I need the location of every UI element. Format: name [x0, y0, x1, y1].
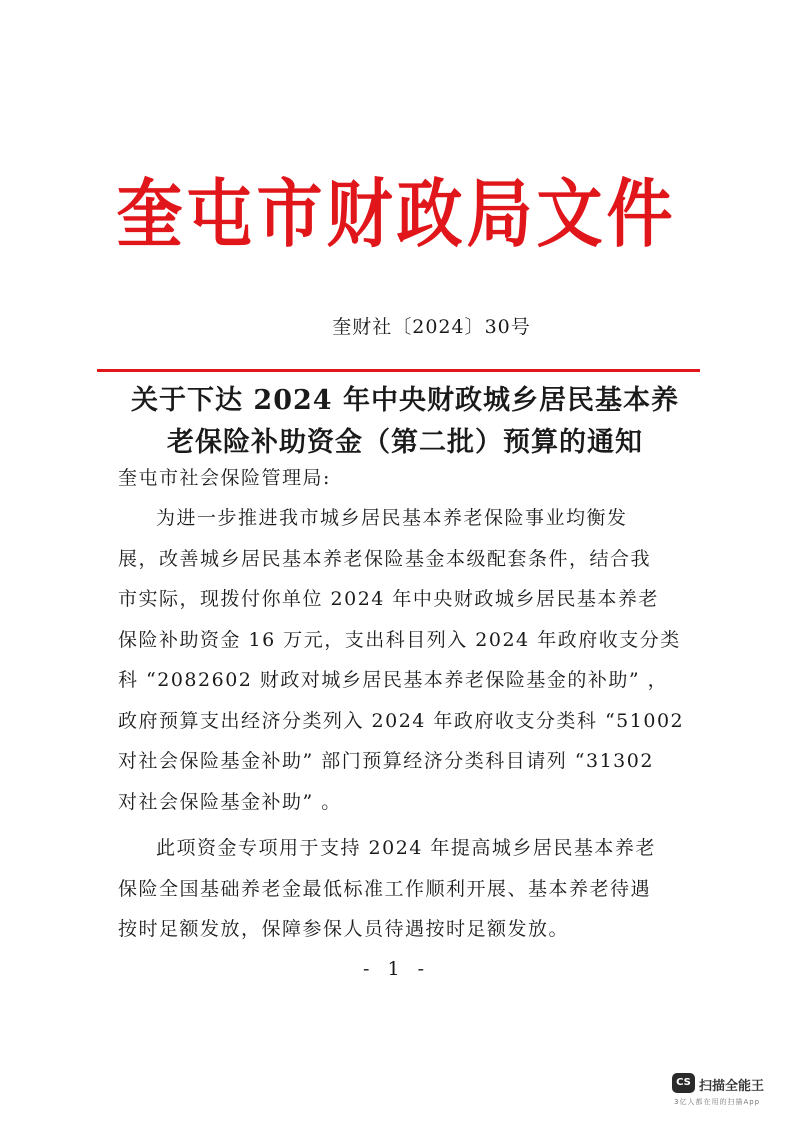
notice-subject: [105, 380, 705, 464]
scanner-watermark: [672, 1073, 787, 1109]
paragraph-line: 对社会保险基金补助” 。: [118, 790, 342, 813]
paragraph-line: 展，改善城乡居民基本养老保险基金本级配套条件，结合我: [118, 547, 652, 570]
paragraph-line: 科 “2082602 财政对城乡居民基本养老保险基金的补助” ，: [118, 669, 669, 691]
paragraph-line: 市实际，现拨付你单位 2024 年中央财政城乡居民基本养老: [118, 588, 659, 610]
paragraph-line: 对社会保险基金补助” 部门预算经济分类科目请列 “31302: [118, 750, 654, 772]
paragraph-line: 保险补助资金 16 万元，支出科目列入 2024 年政府收支分类: [118, 628, 681, 651]
scanner-app-name: 扫描全能王: [699, 1079, 765, 1094]
subject-line-2: 老保险补助资金（第二批）预算的通知: [167, 427, 643, 458]
camscanner-logo-icon: CS: [672, 1073, 695, 1093]
paragraph-line: 政府预算支出经济分类列入 2024 年政府收支分类科 “51002: [118, 709, 685, 732]
paragraph-2: [118, 828, 704, 950]
paragraph-line: 保险全国基础养老金最低标准工作顺利开展、基本养老待遇: [118, 877, 652, 900]
document-header-title: 奎屯市财政局文件: [116, 171, 677, 258]
page-number: - 1 -: [362, 958, 430, 980]
document-number: 奎财社〔2024〕30号: [332, 316, 531, 338]
addressee: 奎屯市社会保险管理局:: [118, 467, 331, 489]
paragraph-line: 按时足额发放，保障参保人员待遇按时足额发放。: [118, 918, 570, 940]
scanner-tagline: 3亿人都在用的扫描App: [674, 1098, 761, 1106]
paragraph-line: 此项资金专项用于支持 2024 年提高城乡居民基本养老: [156, 837, 656, 859]
paragraph-line: 为进一步推进我市城乡居民基本养老保险事业均衡发: [156, 507, 628, 529]
paragraph-1: [118, 498, 704, 822]
subject-line-1: 关于下达 2024 年中央财政城乡居民基本养: [131, 385, 679, 416]
red-divider-line: [97, 369, 700, 372]
notice-body: [118, 458, 704, 950]
